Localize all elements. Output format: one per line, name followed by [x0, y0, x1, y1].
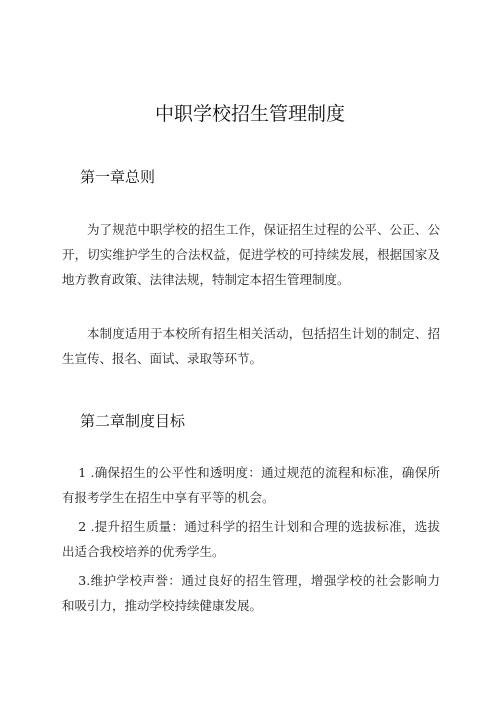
chapter-2-item-1: 1 .确保招生的公平性和透明度：通过规范的流程和标准，确保所有报考学生在招生中享有平等的机会。	[62, 465, 440, 505]
chapter-1-heading: 第一章总则	[80, 168, 156, 186]
document-title: 中职学校招生管理制度	[154, 103, 345, 125]
chapter-2-item-3: 3.维护学校声誉：通过良好的招生管理，增强学校的社会影响力和吸引力，推动学校持续健康发展。	[62, 573, 440, 613]
chapter-2-item-2: 2 .提升招生质量：通过科学的招生计划和合理的选拔标准，选拔出适合我校培养的优秀学生。	[62, 519, 440, 559]
chapter-1-paragraph-2: 本制度适用于本校所有招生相关活动，包括招生计划的制定、招生宣传、报名、面试、录取等环节。	[62, 326, 440, 366]
chapter-2-heading: 第二章制度目标	[80, 412, 186, 430]
chapter-1-paragraph-1: 为了规范中职学校的招生工作，保证招生过程的公平、公正、公开，切实维护学生的合法权益，促进学校的可持续发展，根据国家及地方教育政策、法律法规，特制定本招生管理制度。	[62, 222, 440, 287]
